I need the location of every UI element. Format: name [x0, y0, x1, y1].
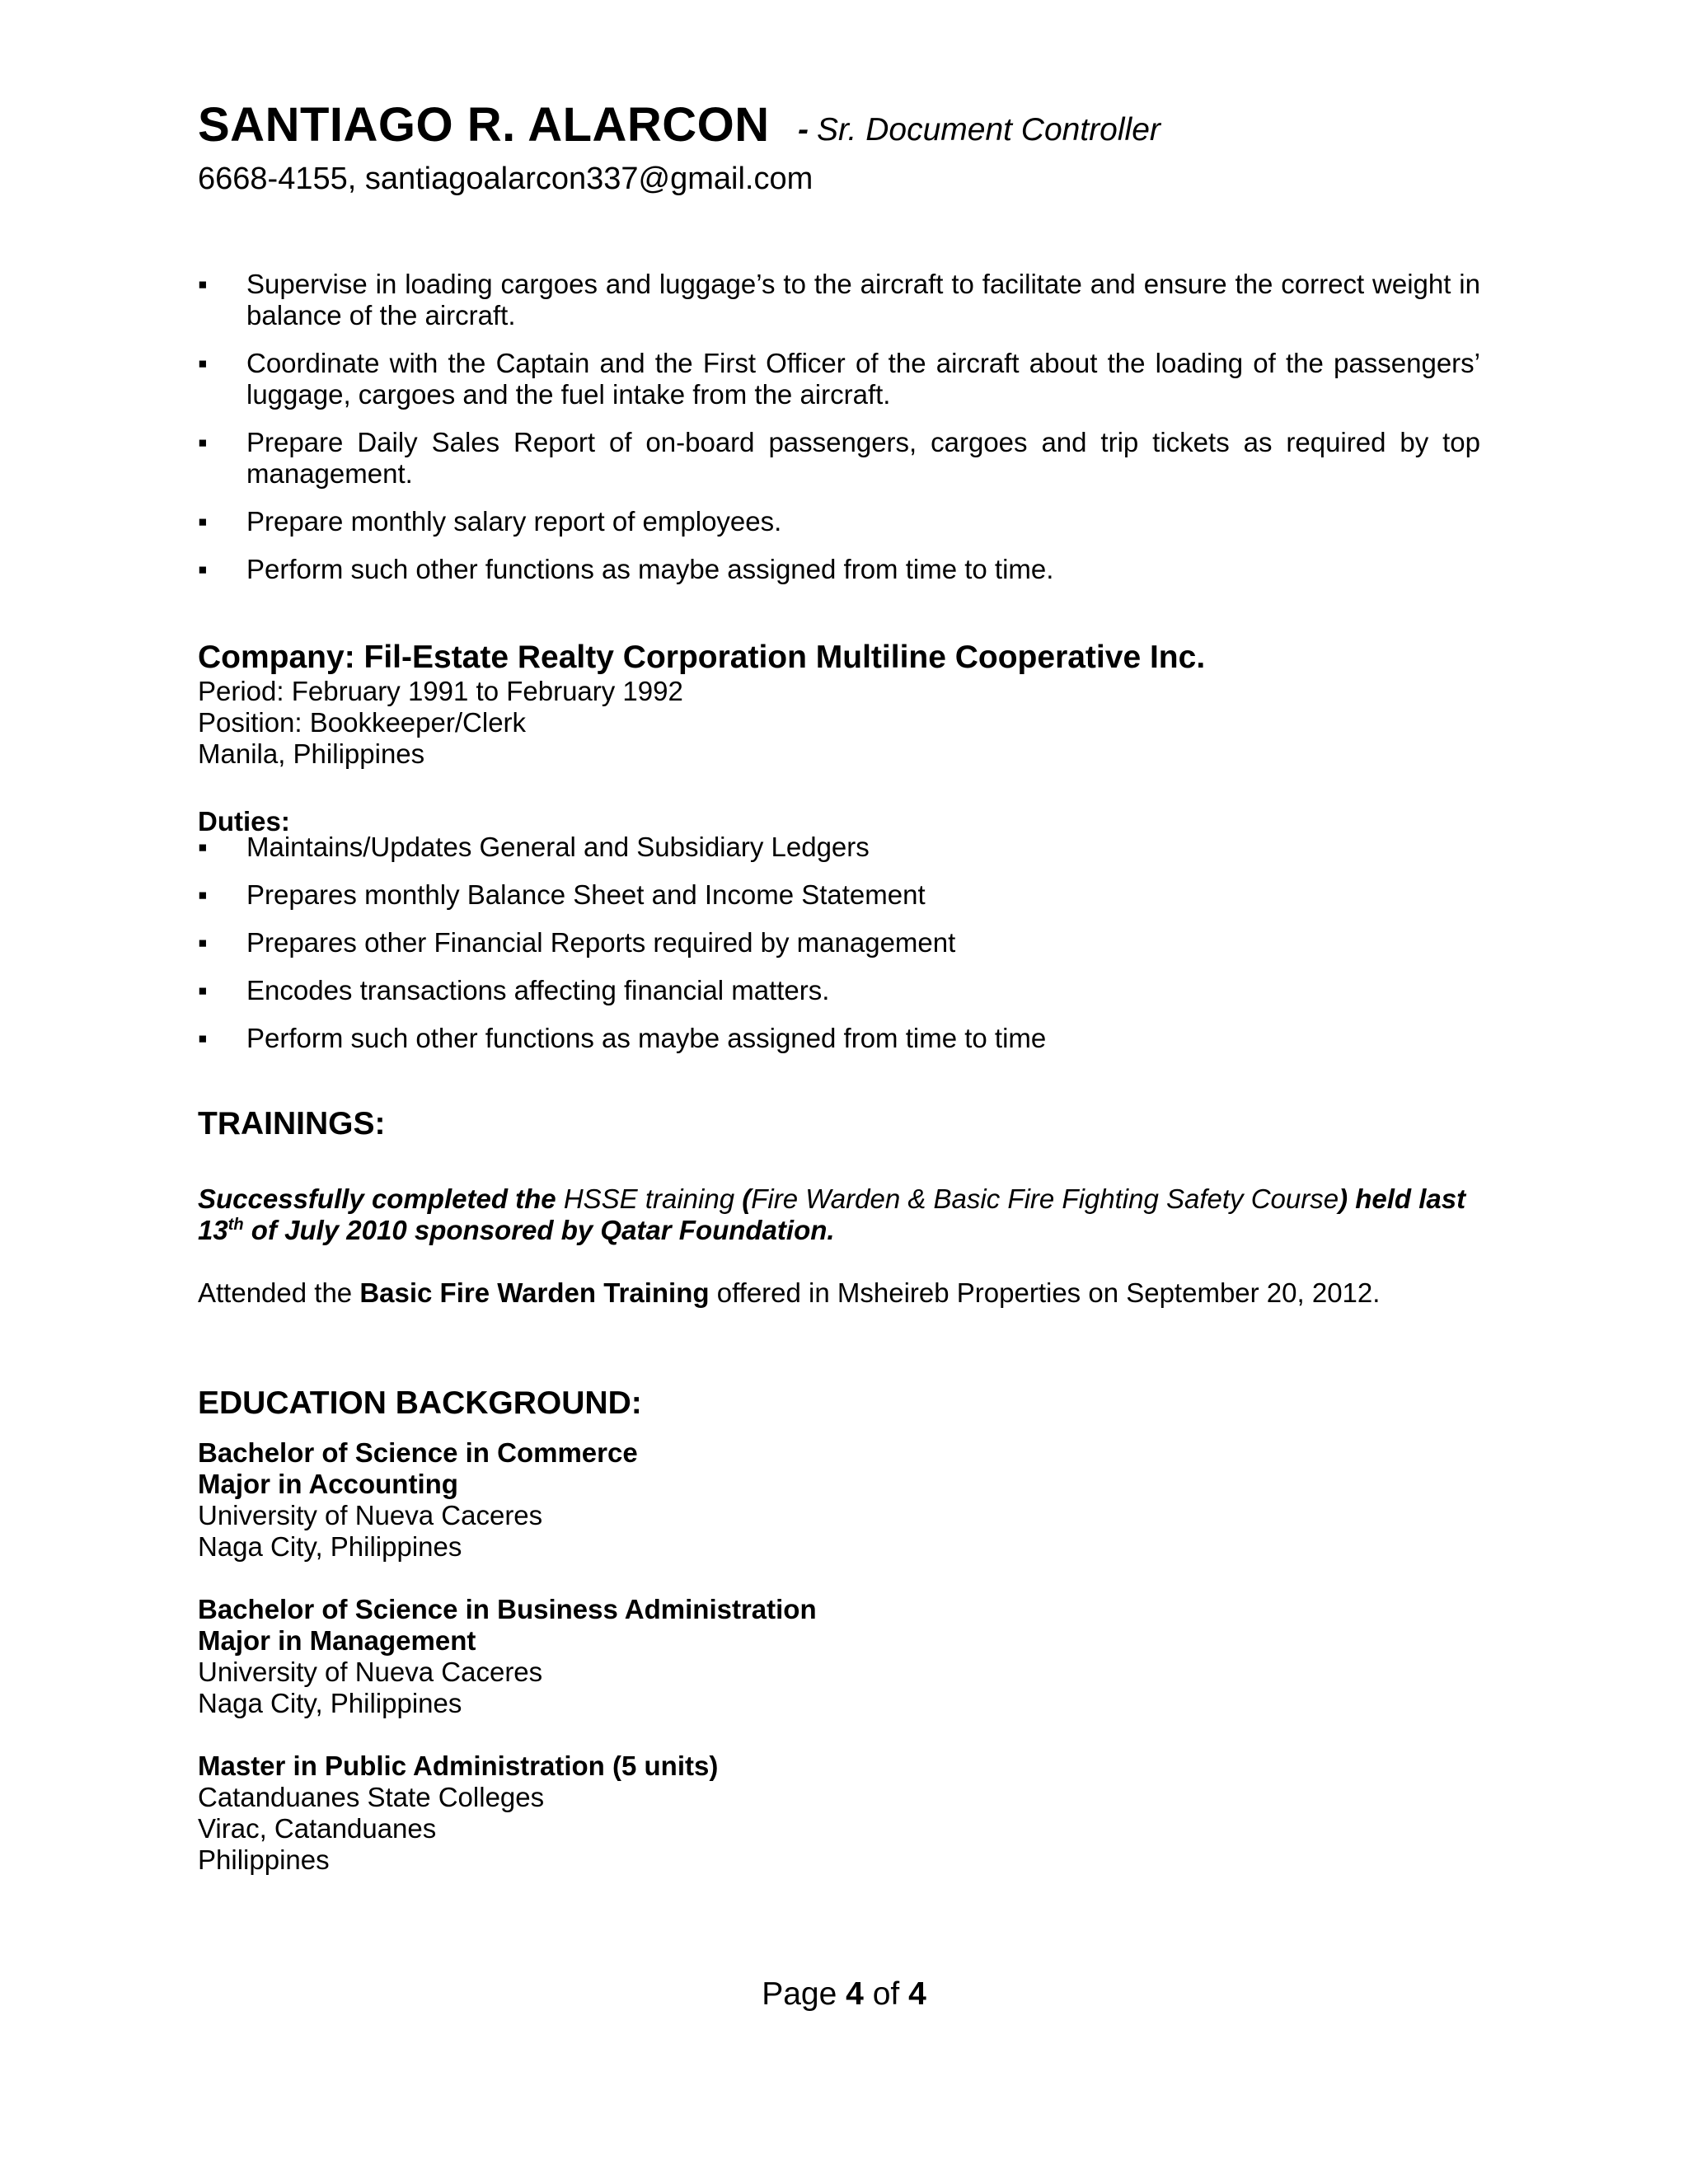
- training-paragraph: Successfully completed the HSSE training (Fire Warden & Basic Fire Fighting Safety Course) held last 13th of July 2010 sponsored by Qatar Foundation.: [198, 1183, 1466, 1245]
- prev-job-duties-list: [198, 269, 1480, 585]
- degree: Master in Public Administration (5 units): [198, 1750, 719, 1781]
- attended-training-line: Attended the Basic Fire Warden Training offered in Msheireb Properties on September 20, 2012.: [198, 1277, 1381, 1308]
- bullet-icon: ▪: [198, 975, 208, 1005]
- bullet-icon: ▪: [198, 506, 208, 537]
- degree: Bachelor of Science in Commerce: [198, 1437, 638, 1468]
- title-dash: -: [798, 112, 809, 148]
- education-heading: EDUCATION BACKGROUND:: [198, 1385, 642, 1421]
- list-item: ▪ Encodes transactions affecting financial matters.: [198, 975, 830, 1005]
- page-number: Page 4 of 4: [762, 1976, 926, 2012]
- trainings-heading: TRAININGS:: [198, 1106, 386, 1141]
- school: Catanduanes State Colleges: [198, 1782, 545, 1812]
- company-period: Period: February 1991 to February 1992: [198, 676, 683, 706]
- job-title-text: Sr. Document Controller: [817, 112, 1160, 148]
- education-entry: [198, 1750, 718, 1876]
- bullet-icon: ▪: [198, 269, 208, 299]
- bullet-icon: ▪: [198, 927, 208, 958]
- education-entry: [198, 1437, 638, 1563]
- company-position: Position: Bookkeeper/Clerk: [198, 707, 527, 738]
- country: Philippines: [198, 1844, 330, 1875]
- list-item: ▪ Perform such other functions as maybe assigned from time to time: [198, 1023, 1047, 1053]
- bullet-icon: ▪: [198, 427, 208, 457]
- place: Naga City, Philippines: [198, 1688, 462, 1718]
- bullet-icon: ▪: [198, 348, 208, 378]
- bullet-icon: ▪: [198, 832, 208, 862]
- list-item: ▪ Supervise in loading cargoes and luggage’s to the aircraft to facilitate and ensure the correct weight in balance of the aircraft.: [198, 269, 1480, 330]
- school: University of Nueva Caceres: [198, 1500, 543, 1530]
- list-item: ▪ Prepare monthly salary report of employees.: [198, 506, 782, 537]
- contact-line: 6668-4155, santiagoalarcon337@gmail.com: [198, 162, 814, 196]
- company-heading: Company: Fil-Estate Realty Corporation Multiline Cooperative Inc.: [198, 640, 1206, 675]
- place: Virac, Catanduanes: [198, 1813, 437, 1844]
- school: University of Nueva Caceres: [198, 1657, 543, 1687]
- duties-label: Duties:: [198, 806, 290, 837]
- bullet-icon: ▪: [198, 879, 208, 910]
- list-item: ▪ Perform such other functions as maybe assigned from time to time.: [198, 554, 1054, 584]
- bullet-icon: ▪: [198, 554, 208, 584]
- bullet-icon: ▪: [198, 1023, 208, 1053]
- list-item: ▪ Prepares other Financial Reports required by management: [198, 927, 956, 958]
- job-title: [798, 112, 1160, 148]
- list-item: ▪ Maintains/Updates General and Subsidiary Ledgers: [198, 832, 870, 862]
- list-item: ▪ Prepares monthly Balance Sheet and Income Statement: [198, 879, 926, 910]
- company-location: Manila, Philippines: [198, 738, 425, 769]
- degree: Bachelor of Science in Business Administration: [198, 1594, 817, 1624]
- list-item: ▪ Prepare Daily Sales Report of on-board passengers, cargoes and trip tickets as required by top management.: [198, 427, 1480, 489]
- place: Naga City, Philippines: [198, 1531, 462, 1562]
- major: Major in Accounting: [198, 1469, 458, 1499]
- education-entry: [198, 1594, 817, 1719]
- company-duties-list: [198, 832, 1480, 1054]
- list-item: ▪ Coordinate with the Captain and the First Officer of the aircraft about the loading of the passengers’ luggage, cargoes and the fuel intake from the aircraft.: [198, 348, 1480, 410]
- candidate-name: SANTIAGO R. ALARCON: [198, 98, 770, 152]
- major: Major in Management: [198, 1625, 476, 1656]
